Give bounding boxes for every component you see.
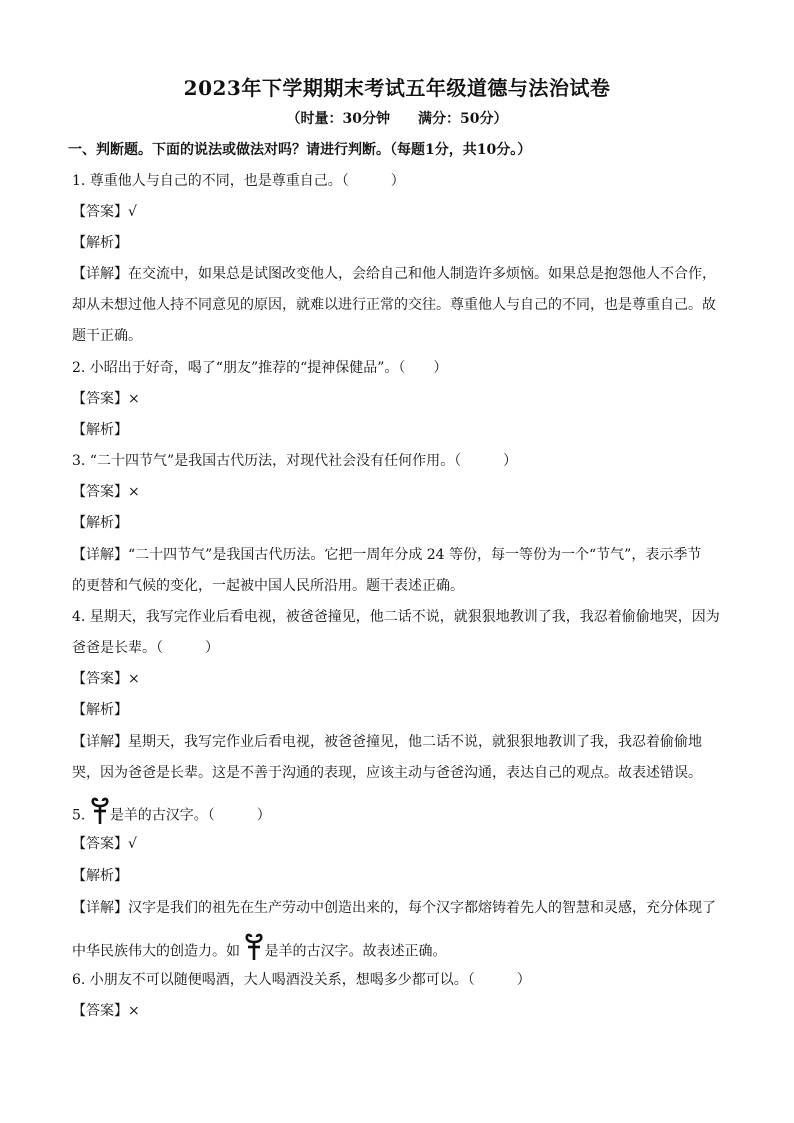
- analysis-label-5: 【解析】: [72, 868, 128, 884]
- answer-row-4: [72, 669, 722, 689]
- answer-row-2: [72, 389, 722, 409]
- detail-label: 【详解】: [72, 547, 128, 563]
- answer-row-6: [72, 1001, 722, 1021]
- answer-value: √: [128, 204, 137, 220]
- answer-row-1: [72, 202, 722, 222]
- detail-label: 【详解】: [72, 900, 128, 916]
- question-number: 5.: [72, 807, 86, 824]
- answer-row-3: [72, 482, 722, 502]
- question-2: 2. 小昭出于好奇，喝了“朋友”推荐的“提神保健品”。（ ）: [72, 360, 448, 376]
- detail-3-line-1: 【详解】“二十四节气”是我国古代历法。它把一周年分成 24 等份，每一等份为一个“节气”，表示季节: [72, 547, 702, 563]
- question-4-line-1: 4. 星期天，我写完作业后看电视，被爸爸撞见，他二话不说，就狠狠地教训了我，我忍着偷偷地哭，因为: [72, 609, 720, 625]
- answer-label: 【答案】: [72, 484, 128, 500]
- section-heading: 一、判断题。下面的说法或做法对吗？请进行判断。（每题1分，共10分。）: [68, 142, 532, 158]
- ancient-sheep-character-icon: [90, 797, 110, 834]
- answer-label: 【答案】: [72, 671, 128, 687]
- detail-3-line-2: 的更替和气候的变化，一起被中国人民所沿用。题干表述正确。: [72, 578, 464, 594]
- detail-1-line-2: 却从未想过他人持不同意见的原因，就难以进行正常的交往。尊重他人与自己的不同，也是尊重自己。故: [72, 297, 716, 313]
- analysis-label-4: 【解析】: [72, 702, 128, 718]
- detail-label: 【详解】: [72, 734, 128, 750]
- detail-1-line-3: 题干正确。: [72, 328, 142, 344]
- question-1: 1. 尊重他人与自己的不同，也是尊重自己。（ ）: [72, 173, 405, 189]
- detail-5-line-1: 【详解】汉字是我们的祖先在生产劳动中创造出来的，每个汉字都熔铸着先人的智慧和灵感，充分体现了: [72, 900, 716, 916]
- detail-label: 【详解】: [72, 266, 128, 282]
- question-3: 3. “二十四节气”是我国古代历法，对现代社会没有任何作用。（ ）: [72, 453, 518, 469]
- answer-value: ×: [128, 1003, 140, 1019]
- answer-label: 【答案】: [72, 204, 128, 220]
- answer-value: ×: [128, 671, 140, 687]
- answer-label: 【答案】: [72, 391, 128, 407]
- question-4-line-2: 爸爸是长辈。（ ）: [72, 640, 219, 656]
- exam-subtitle: （时量：30分钟 满分：50分）: [286, 111, 508, 127]
- answer-value: ×: [128, 484, 140, 500]
- answer-row-5: [72, 834, 722, 854]
- detail-5-line-2: 中华民族伟大的创造力。如 是羊的古汉字。故表述正确。: [72, 933, 722, 970]
- question-6: 6. 小朋友不可以随便喝酒，大人喝酒没关系，想喝多少都可以。（ ）: [72, 972, 531, 988]
- answer-value: √: [128, 836, 137, 852]
- question-5: 5. 是羊的古汉字。（ ）: [72, 797, 722, 834]
- answer-label: 【答案】: [72, 836, 128, 852]
- detail-1-line-1: 【详解】在交流中，如果总是试图改变他人，会给自己和他人制造许多烦恼。如果总是抱怨他人不合作，: [72, 266, 716, 282]
- ancient-sheep-character-icon: [244, 933, 264, 970]
- answer-value: ×: [128, 391, 140, 407]
- answer-label: 【答案】: [72, 1003, 128, 1019]
- analysis-label-2: 【解析】: [72, 422, 128, 438]
- analysis-label-1: 【解析】: [72, 235, 128, 251]
- detail-4-line-2: 哭，因为爸爸是长辈。这是不善于沟通的表现，应该主动与爸爸沟通，表达自己的观点。故表述错误。: [72, 765, 702, 781]
- analysis-label-3: 【解析】: [72, 515, 128, 531]
- detail-4-line-1: 【详解】星期天，我写完作业后看电视，被爸爸撞见，他二话不说，就狠狠地教训了我，我忍着偷偷地: [72, 734, 702, 750]
- exam-title: 2023年下学期期末考试五年级道德与法治试卷: [183, 76, 611, 100]
